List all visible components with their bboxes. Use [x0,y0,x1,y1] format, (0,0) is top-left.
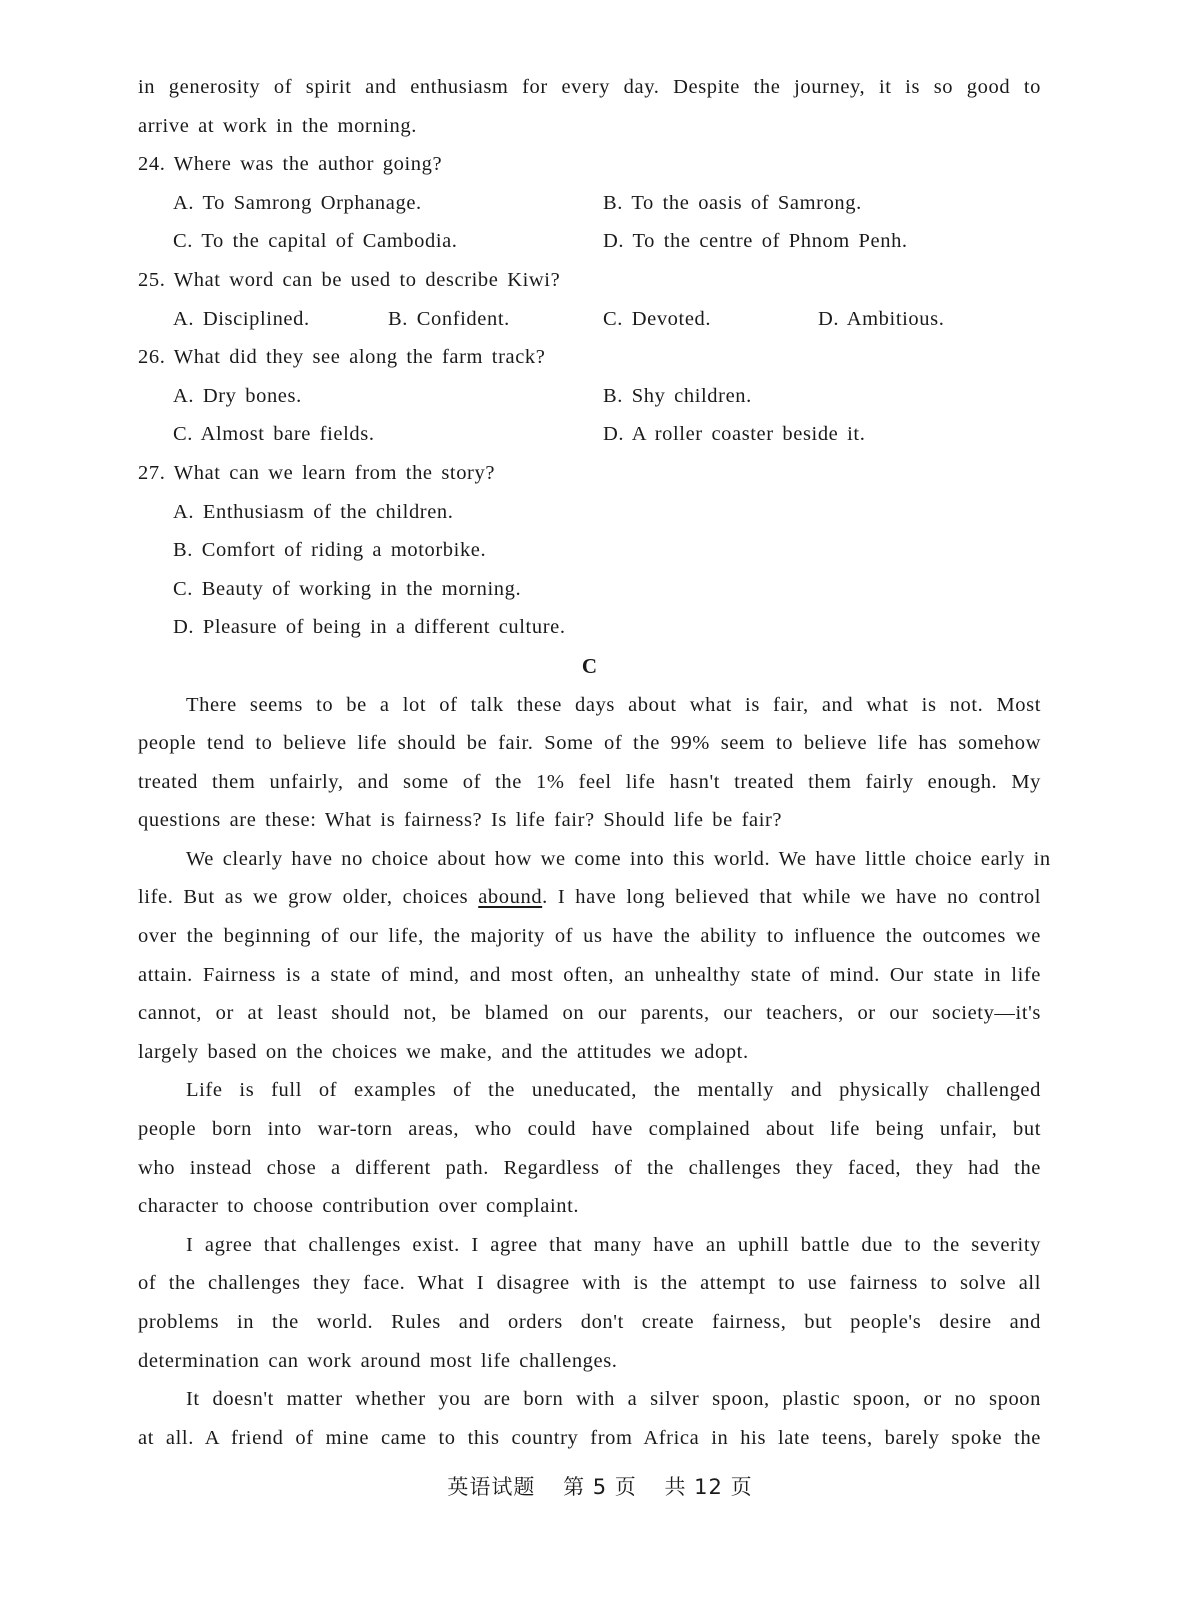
passage-line: It doesn't matter whether you are born with a silver spoon, plastic spoon, or no spoon [186,1388,1041,1411]
passage-line: attain. Fairness is a state of mind, and most often, an unhealthy state of mind. Our state in life [138,963,1041,986]
option-d: D. To the centre of Phnom Penh. [603,230,908,253]
option-d: D. Ambitious. [818,307,945,330]
passage-line: in generosity of spirit and enthusiasm for every day. Despite the journey, it is so good to [138,76,1041,98]
question-27-option-c-row [138,570,1041,609]
passage-line: treated them unfairly, and some of the 1% feel life hasn't treated them fairly enough. My [138,770,1041,793]
passage-line: over the beginning of our life, the majority of us have the ability to influence the outcomes we [138,925,1041,948]
question-26-options-ab [138,377,1041,416]
passage-line: largely based on the choices we make, and the attitudes we adopt. [138,1040,749,1063]
passage-line: I agree that challenges exist. I agree that many have an uphill battle due to the severity [186,1233,1041,1256]
page-footer [0,1471,1200,1501]
footer-total-pages: 共 12 页 [664,1475,753,1499]
passage-line: cannot, or at least should not, be blamed on our parents, our teachers, or our society—it's [138,1002,1041,1025]
footer-subject: 英语试题 [447,1475,536,1499]
passage-line: character to choose contribution over complaint. [138,1195,580,1218]
question-24-options-cd [138,222,1041,261]
text-before: life. But as we grow older, choices [138,886,479,909]
passage-line: people tend to believe life should be fair. Some of the 99% seem to believe life has somehow [138,732,1041,755]
question-27-option-a-row [138,493,1041,532]
passage-line: determination can work around most life challenges. [138,1349,618,1372]
passage-line: problems in the world. Rules and orders don't create fairness, but people's desire and [138,1311,1041,1333]
passage-line: Life is full of examples of the uneducated, the mentally and physically challenged [186,1079,1041,1102]
question-26-options-cd [138,415,1041,454]
option-a: A. Disciplined. [173,307,310,330]
option-b: B. Shy children. [603,384,752,407]
exam-page [138,68,1051,1457]
option-b: B. Confident. [388,307,510,330]
text-after: . I have long believed that while we have no control [542,886,1041,909]
passage-line: questions are these: What is fairness? Is life fair? Should life be fair? [138,809,783,832]
option-b: B. Comfort of riding a motorbike. [173,539,487,562]
passage-line: of the challenges they face. What I disagree with is the attempt to use fairness to solve all [138,1272,1041,1295]
passage-line: There seems to be a lot of talk these days about what is fair, and what is not. Most [186,693,1041,716]
option-d: D. Pleasure of being in a different culture. [173,616,566,639]
option-c: C. Devoted. [603,307,712,330]
question-27-option-b-row [138,531,1041,570]
passage-line: at all. A friend of mine came to this country from Africa in his late teens, barely spoke the [138,1426,1041,1449]
option-c: C. Almost bare fields. [173,423,375,446]
option-a: A. To Samrong Orphanage. [173,191,422,214]
option-c: C. To the capital of Cambodia. [173,230,458,253]
option-a: A. Enthusiasm of the children. [173,500,454,523]
passage-line: We clearly have no choice about how we come into this world. We have little choice early in [186,847,1051,870]
footer-page-number: 第 5 页 [563,1475,637,1499]
section-heading: C [581,653,598,678]
passage-line: people born into war-torn areas, who could have complained about life being unfair, but [138,1118,1041,1141]
question-27-option-d-row [138,608,1041,647]
question-27-stem: 27. What can we learn from the story? [138,461,496,484]
option-d: D. A roller coaster beside it. [603,423,866,446]
passage-line: who instead chose a different path. Regardless of the challenges they faced, they had the [138,1156,1041,1179]
question-24-options-ab [138,184,1041,223]
question-25-options [138,300,1041,339]
underlined-word: abound [478,886,543,909]
passage-line-with-underline [138,878,1041,917]
question-25-stem: 25. What word can be used to describe Kiwi? [138,268,561,291]
option-b: B. To the oasis of Samrong. [603,191,862,214]
option-a: A. Dry bones. [173,384,302,407]
question-24-stem: 24. Where was the author going? [138,153,443,176]
passage-line: arrive at work in the morning. [138,114,417,137]
question-26-stem: 26. What did they see along the farm track? [138,346,546,369]
option-c: C. Beauty of working in the morning. [173,577,522,600]
